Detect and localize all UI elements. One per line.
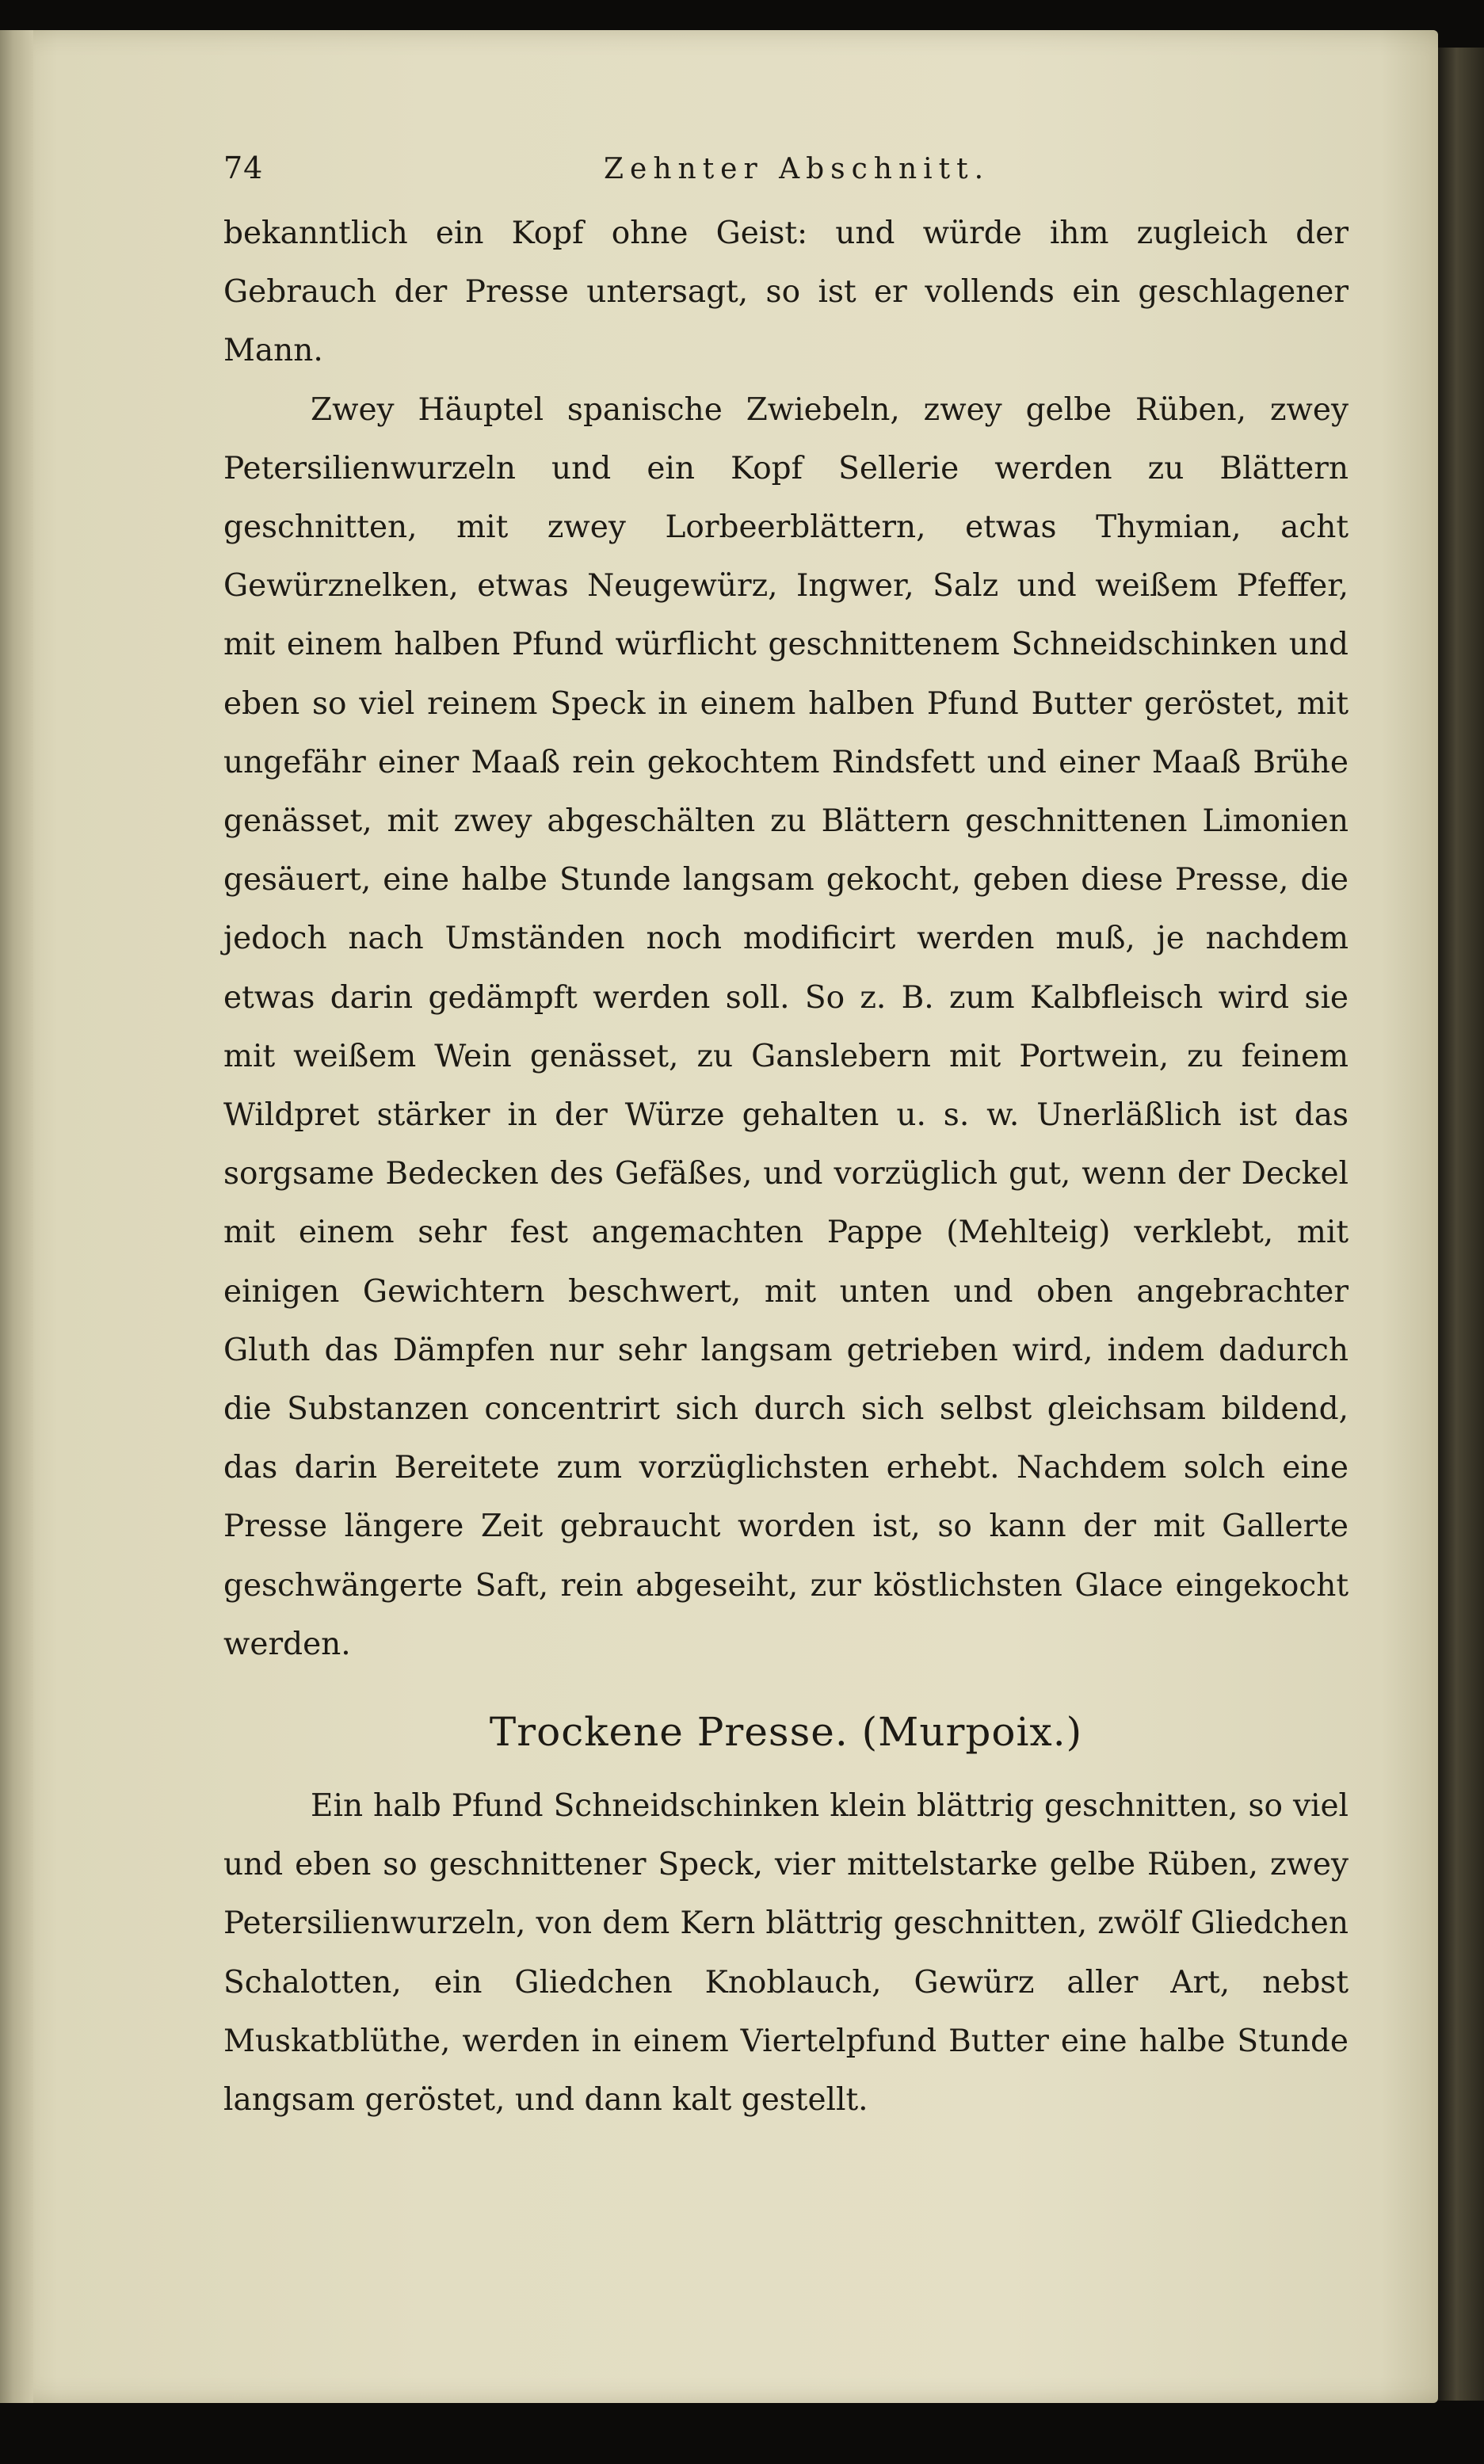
running-head [223,151,1349,185]
paragraph-trockene-presse: Ein halb Pfund Schneidschinken klein blättrig geschnitten, so viel und eben so geschnittener Speck, vier mittelstarke gelbe Rüben, zwey Petersilienwurzeln, von dem Kern blättrig geschnitten, zwölf Gliedchen Schalotten, ein Gliedchen Knoblauch, Gewürz aller Art, nebst Muskatblüthe, werden in einem Viertelpfund Butter eine halbe Stunde langsam geröstet, und dann kalt gestellt. [223,1788,1349,2119]
chapter-title: Zehnter Abschnitt. [604,153,990,185]
paragraph-presse-recipe: Zwey Häuptel spanische Zwiebeln, zwey gelbe Rüben, zwey Petersilienwurzeln und ein Kopf Sellerie werden zu Blättern geschnitten, mit zwey Lorbeerblättern, etwas Thymian, acht Gewürznelken, etwas Neugewürz, Ingwer, Salz und weißem Pfeffer, mit einem halben Pfund würflicht geschnittenem Schneidschinken und eben so viel reinem Speck in einem halben Pfund Butter geröstet, mit ungefähr einer Maaß rein gekochtem Rindsfett und einer Maaß Brühe genässet, mit zwey abgeschälten zu Blättern geschnittenen Limonien gesäuert, eine halbe Stunde langsam gekocht, geben diese Presse, die jedoch nach Umständen noch modificirt werden muß, je nachdem etwas darin gedämpft werden soll. So z. B. zum Kalbfleisch wird sie mit weißem Wein genässet, zu Ganslebern mit Portwein, zu feinem Wildpret stärker in der Würze gehalten u. s. w. Unerläßlich ist das sorgsame Bedecken des Gefäßes, und vorzüglich gut, wenn der Deckel mit einem sehr fest angemachten Pappe (Mehlteig) verklebt, mit einigen Gewichtern beschwert, mit unten und oben angebrachter Gluth das Dämpfen nur sehr langsam getrieben wird, indem dadurch die Substanzen concentrirt sich durch sich selbst gleichsam bildend, das darin Bereitete zum vorzüglichsten erhebt. Nachdem solch eine Presse längere Zeit gebraucht worden ist, so kann der mit Gallerte geschwängerte Saft, rein abgeseiht, zur köstlichsten Glace eingekocht werden. [223,391,1349,1662]
section-heading: Trockene Presse. (Murpoix.) [489,1709,1083,1756]
paragraph-continued: bekanntlich ein Kopf ohne Geist: und würde ihm zugleich der Gebrauch der Presse untersagt, so ist er vollends ein geschlagener Mann. [223,216,1349,369]
scan-bottom-border [0,2403,1484,2464]
page-edge-shadow [1438,48,1484,2401]
book-gutter [0,30,33,2403]
text-block [223,151,1349,2130]
page-number: 74 [223,151,264,185]
